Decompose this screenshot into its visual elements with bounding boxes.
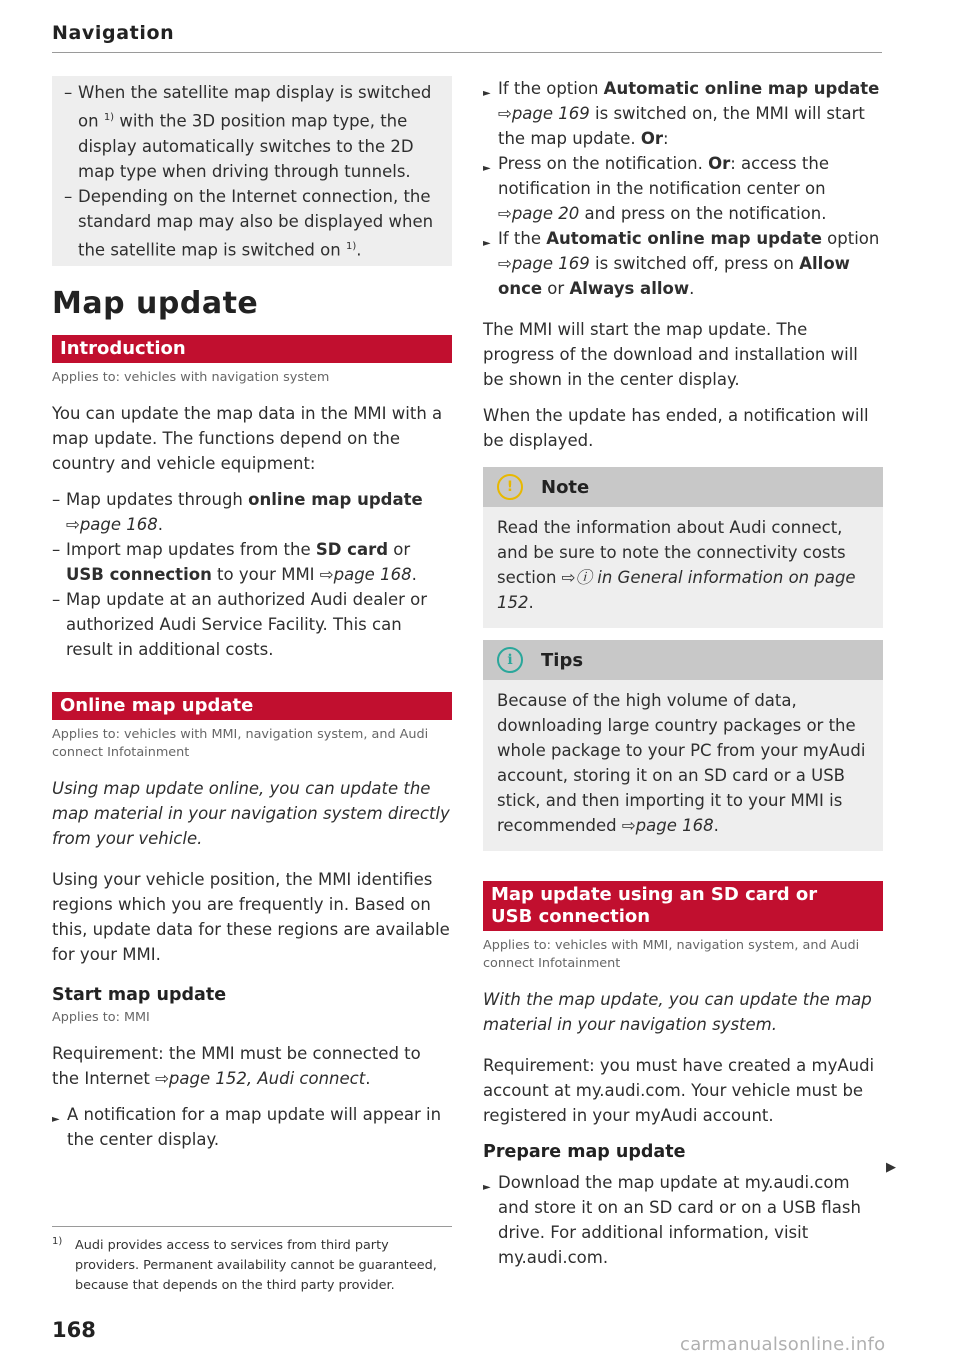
sd-applies: Applies to: vehicles with MMI, navigation system, and Audi connect Infotainment xyxy=(483,938,860,971)
prepare-map-update-heading: Prepare map update xyxy=(483,1142,686,1162)
start-map-update-heading: Start map update xyxy=(52,985,227,1005)
update-ended-text: When the update has ended, a notification will be displayed. xyxy=(483,406,869,450)
footnote-mark: 1) xyxy=(52,1236,63,1247)
online-map-update-heading: Online map update xyxy=(52,692,452,720)
info-icon: i xyxy=(497,647,523,673)
warning-icon: ! xyxy=(497,474,523,500)
satellite-notes-box xyxy=(52,76,452,266)
step-automatic-off: ► If the Automatic online map update option ⇨page 169 is switched off, press on Allow once or Always allow. xyxy=(483,226,883,301)
sd-requirement: Requirement: you must have created a myAudi account at my.audi.com. Your vehicle must be registered in your myAudi account. xyxy=(483,1056,875,1125)
map-update-title: Map update xyxy=(52,286,259,321)
progress-text: The MMI will start the map update. The progress of the download and installation will be shown in the center display. xyxy=(483,320,858,389)
satellite-note-1: – When the satellite map display is switched on $^{1)}$ with the 3D position map type, the display automatically switches to the 2D map type when driving through tunnels. xyxy=(64,80,446,184)
note-title: Note xyxy=(541,476,590,498)
watermark: carmanualsonline.info xyxy=(680,1334,886,1355)
footnote-divider xyxy=(52,1226,452,1227)
online-text: Using your vehicle position, the MMI identifies regions which you are frequently in. Based on this, update data for these regions are available for your MMI. xyxy=(52,870,450,964)
page-number: 168 xyxy=(52,1318,96,1342)
step-press-notification: ► Press on the notification. Or: access the notification in the notification center on ⇨page 20 and press on the notification. xyxy=(483,151,883,226)
introduction-applies: Applies to: vehicles with navigation system xyxy=(52,370,330,385)
note-text: Read the information about Audi connect, and be sure to note the connectivity costs section ⇨ⓘ in General information on page 152. xyxy=(497,518,856,612)
tips-box xyxy=(483,640,883,851)
satellite-note-2: – Depending on the Internet connection, the standard map may also be displayed when the satellite map is switched on $^{1)}$. xyxy=(64,184,446,263)
footnote xyxy=(52,1236,452,1296)
continue-arrow-icon: ▶ xyxy=(886,1160,896,1175)
tips-text: Because of the high volume of data, downloading large country packages or the whole package to your PC from your myAudi account, storing it on an SD card or a USB stick, and then importing it to your MMI is recommended ⇨page 168. xyxy=(497,691,866,835)
tips-header xyxy=(483,640,883,680)
left-column xyxy=(52,76,452,1163)
prepare-step: ► Download the map update at my.audi.com and store it on an SD card or on a USB flash drive. For additional information, visit my.audi.com. xyxy=(483,1170,883,1270)
intro-item-import: – Import map updates from the SD card or USB connection to your MMI ⇨page 168. xyxy=(52,537,452,587)
note-header xyxy=(483,467,883,507)
note-body xyxy=(483,507,883,628)
intro-item-online: – Map updates through online map update ⇨page 168. xyxy=(52,487,452,537)
start-step: ► A notification for a map update will appear in the center display. xyxy=(52,1102,452,1152)
start-applies: Applies to: MMI xyxy=(52,1010,150,1025)
footnote-text: Audi provides access to services from third party providers. Permanent availability cannot be guaranteed, because that depends on the third party provider. xyxy=(75,1238,437,1293)
introduction-heading: Introduction xyxy=(52,335,452,363)
note-box xyxy=(483,467,883,628)
tips-body xyxy=(483,680,883,851)
page-header: Navigation xyxy=(52,22,175,44)
tips-title: Tips xyxy=(541,649,584,671)
sd-lead: With the map update, you can update the map material in your navigation system. xyxy=(483,990,872,1034)
intro-item-dealer: – Map update at an authorized Audi dealer or authorized Audi Service Facility. This can result in additional costs. xyxy=(52,587,452,662)
sd-usb-heading: Map update using an SD card or USB connection xyxy=(483,881,883,931)
online-lead: Using map update online, you can update the map material in your navigation system directly from your vehicle. xyxy=(52,779,450,848)
step-automatic-on: ► If the option Automatic online map update ⇨page 169 is switched on, the MMI will start the map update. Or: xyxy=(483,76,883,151)
header-divider xyxy=(52,52,882,53)
right-column xyxy=(483,76,883,1281)
introduction-text: You can update the map data in the MMI with a map update. The functions depend on the country and vehicle equipment: xyxy=(52,404,443,473)
start-requirement: Requirement: the MMI must be connected to the Internet ⇨page 152, Audi connect. xyxy=(52,1044,421,1088)
online-applies: Applies to: vehicles with MMI, navigation system, and Audi connect Infotainment xyxy=(52,727,429,760)
